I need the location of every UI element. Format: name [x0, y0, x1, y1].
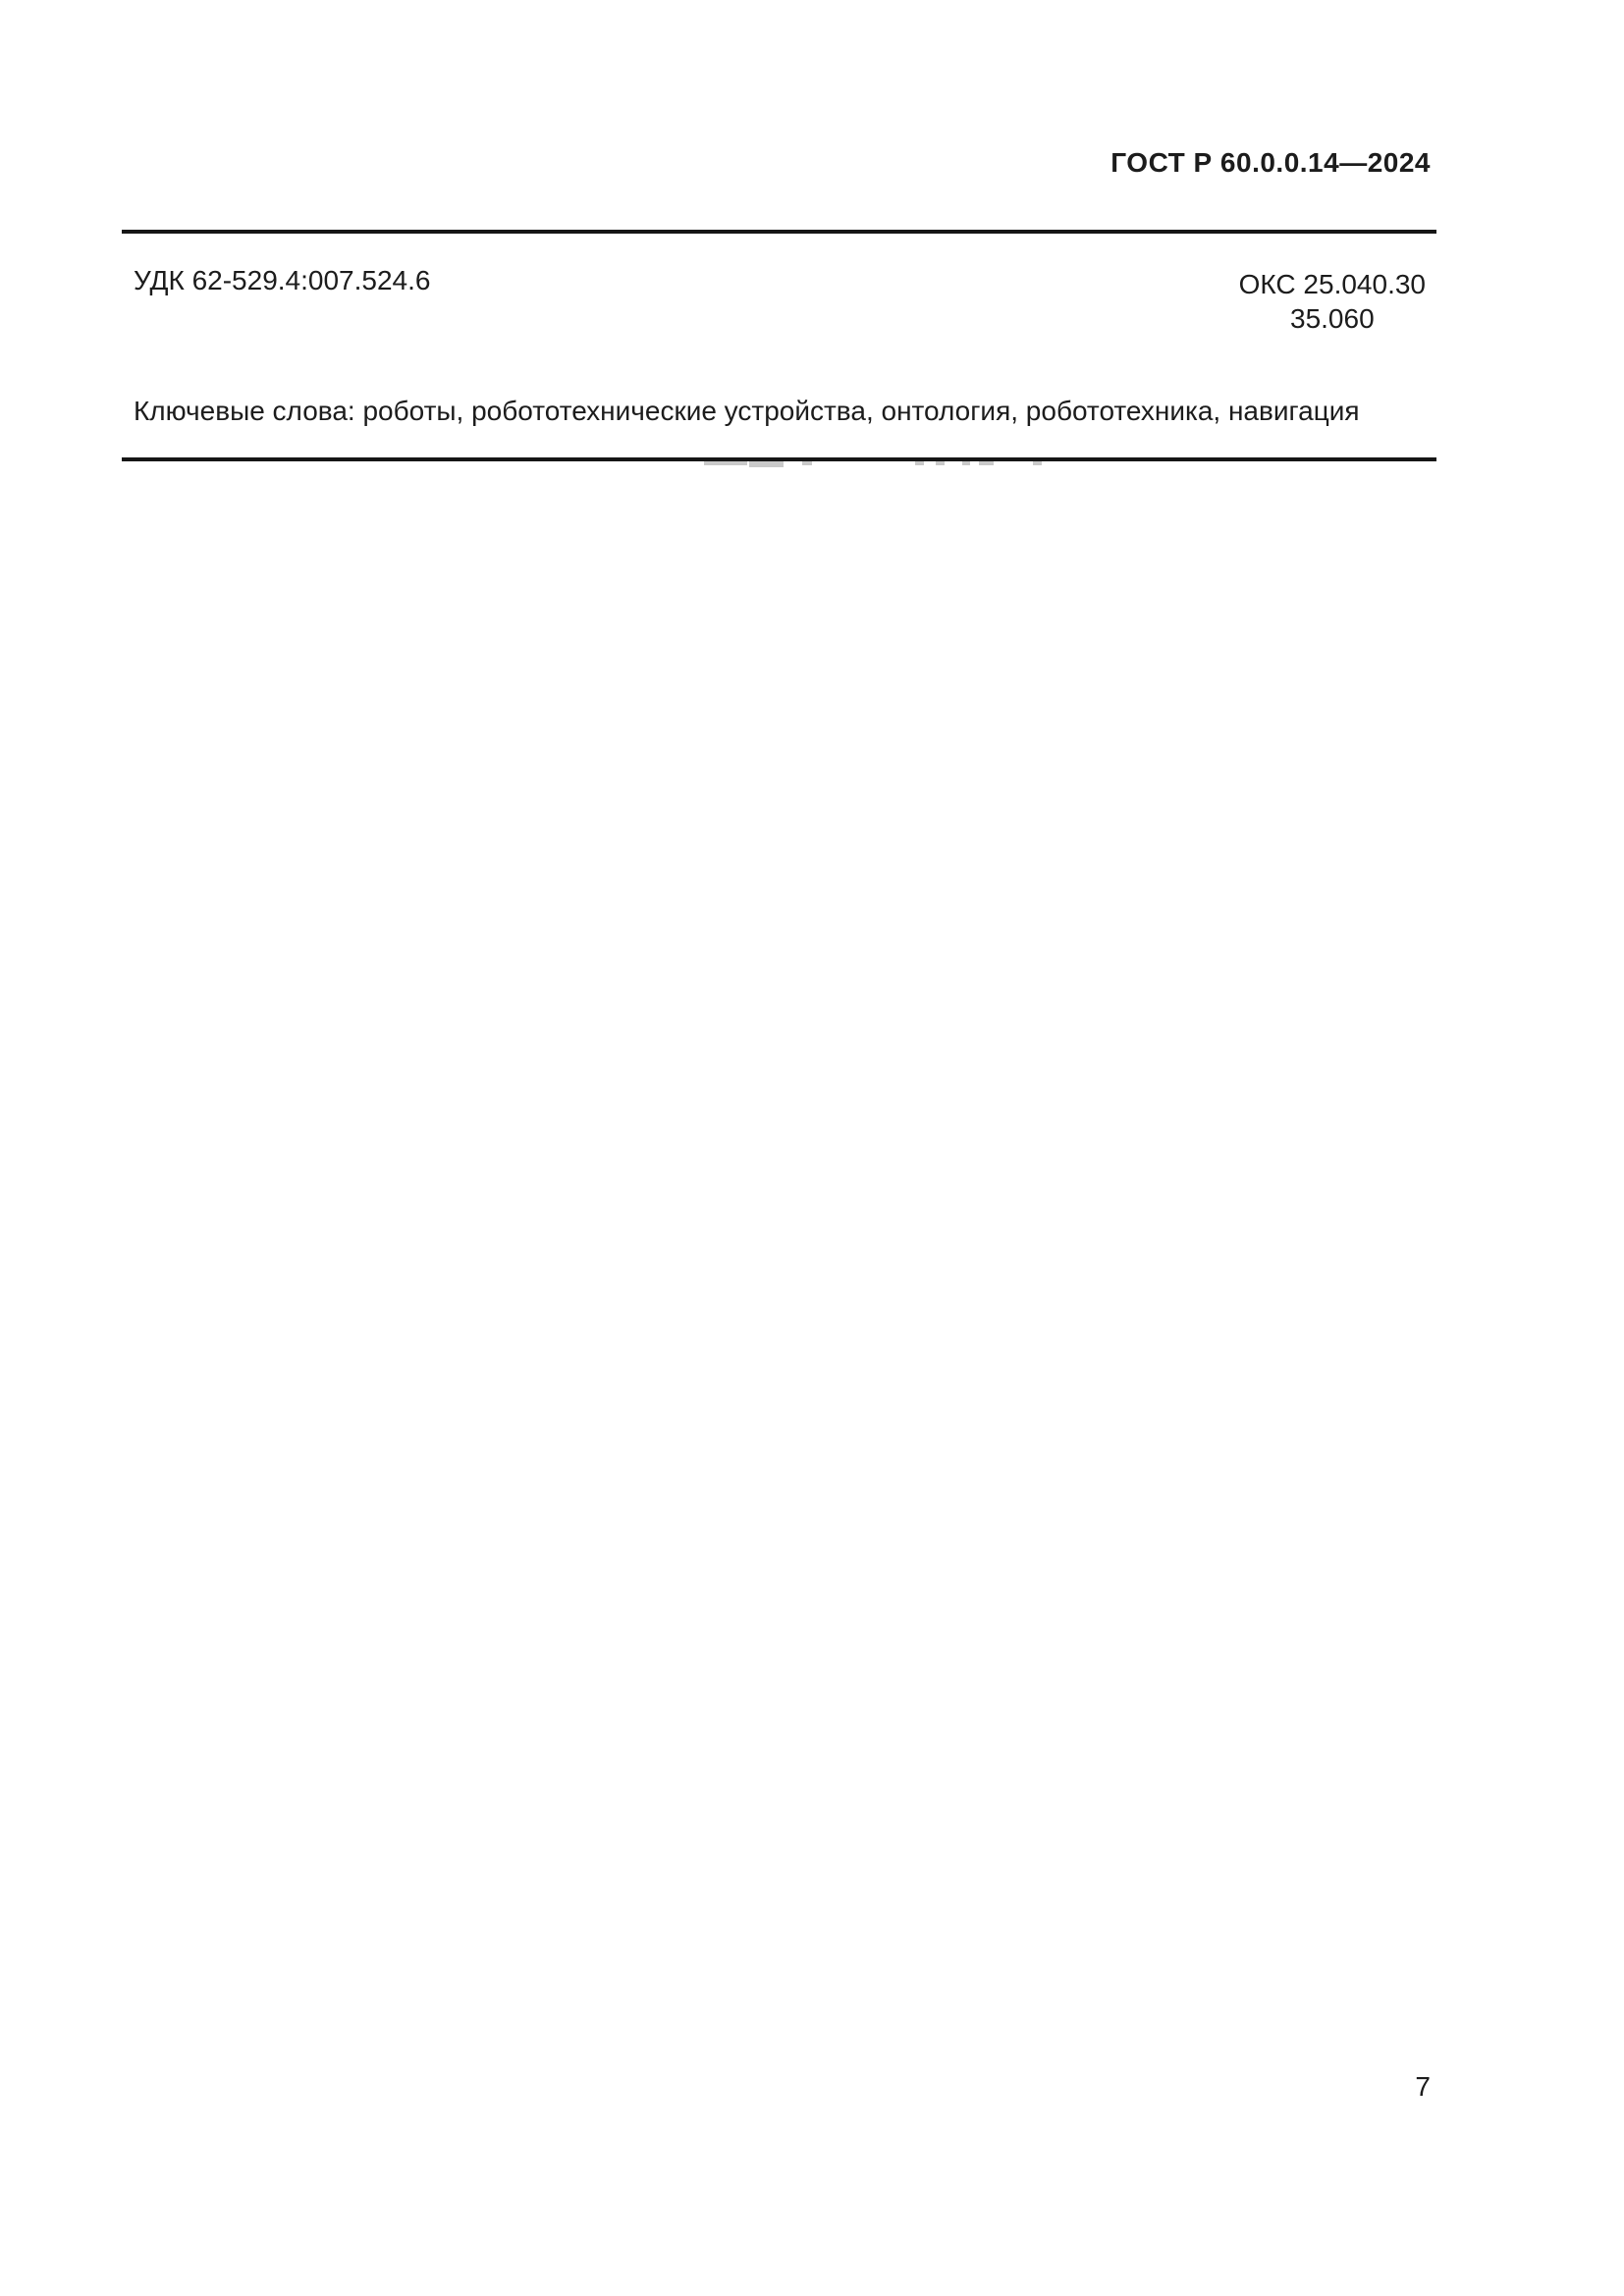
oks-code-line-1: ОКС 25.040.30	[1238, 269, 1426, 299]
scan-artifact-dash	[749, 461, 784, 467]
udk-classification-code: УДК 62-529.4:007.524.6	[134, 265, 431, 295]
page-number: 7	[1415, 2071, 1431, 2102]
oks-classification-block	[1239, 267, 1426, 336]
running-header-standard-designation: ГОСТ Р 60.0.0.14—2024	[1110, 147, 1431, 178]
keywords-horizontal-rule	[122, 457, 1436, 461]
header-horizontal-rule	[122, 230, 1436, 234]
keywords-line: Ключевые слова: роботы, робототехнические устройства, онтология, робототехника, навигация	[134, 396, 1360, 426]
oks-code-line-2: 35.060	[1290, 303, 1375, 334]
